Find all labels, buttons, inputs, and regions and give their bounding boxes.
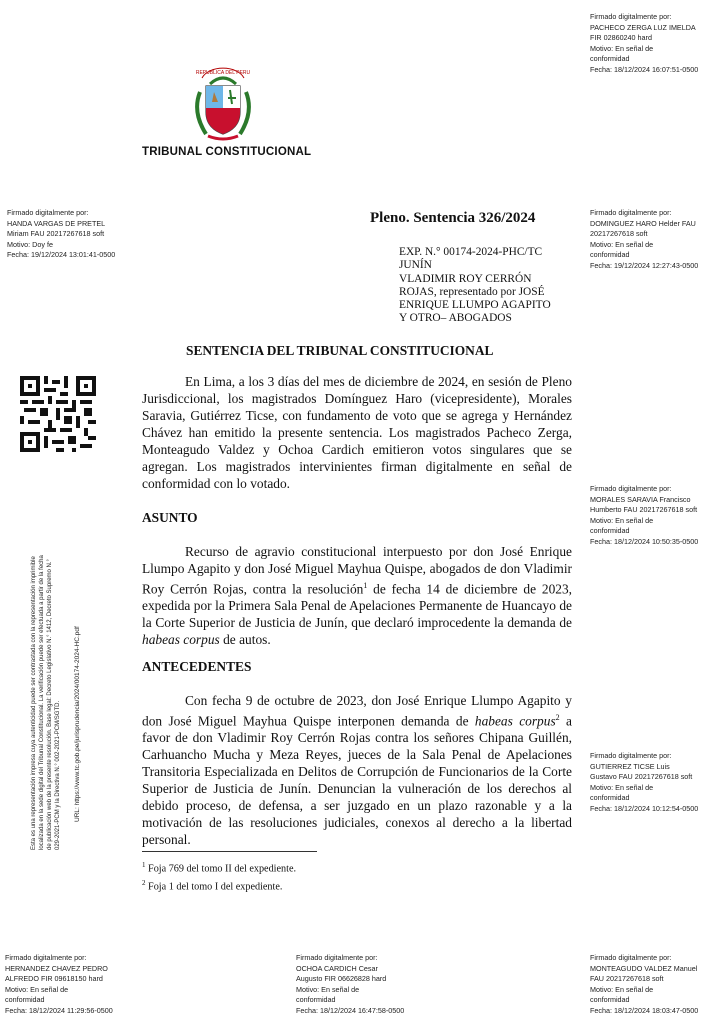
signature-handa-vargas: Firmado digitalmente por: HANDA VARGAS DE PRETEL Miriam FAU 20217267618 soft Motivo: Doy fe Fecha: 19/12/2024 13:01:41-0500 [7, 208, 116, 259]
footnotes [142, 858, 296, 895]
asunto-heading: ASUNTO [142, 510, 198, 525]
case-line: ROJAS, representado por JOSÉ [399, 285, 545, 298]
case-header [399, 246, 551, 326]
antecedentes-italic: habeas corpus [474, 713, 556, 729]
signature-pacheco-zerga: Firmado digitalmente por: PACHECO ZERGA LUZ IMELDA FIR 02860240 hard Motivo: En señal de conformidad Fecha: 18/12/2024 16:07:51-0500 [590, 12, 699, 74]
antecedentes-text: Con fecha 9 de octubre de 2023, don José Enrique Llumpo Agapito y don José Miguel Mayhua Quispe interponen demanda de [142, 693, 572, 729]
asunto-text: Recurso de agravio constitucional interpuesto por don José Enrique Llumpo Agapito y don José Miguel Mayhua Quispe, abogados de don Vladimir Roy Cerrón Rojas, contra la resolución [142, 544, 572, 597]
intro-text: En Lima, a los 3 días del mes de diciembre de 2024, en sesión de Pleno Jurisdiccional, los magistrados Domínguez Haro (vicepresidente), Morales Saravia, Gutiérrez Ticse, con fundamento de voto que se agrega y Hernández Chávez han emitido la presente sentencia. Los magistrados Pacheco Zerga, Monteagudo Valdez y Ochoa Cardich emitieron votos singulares que se agregan. Los magistrados intervinientes firman digitalmente en señal de conformidad con lo votado. [142, 374, 572, 491]
signature-ochoa-cardich: Firmado digitalmente por: OCHOA CARDICH Cesar Augusto FIR 06626828 hard Motivo: En señal de conformidad Fecha: 18/12/2024 16:47:58-0500 [296, 953, 405, 1015]
coat-of-arms-icon [188, 62, 258, 142]
footnote-ref: 2 [555, 713, 560, 722]
vertical-notice [30, 555, 62, 850]
antecedentes-paragraph [142, 692, 572, 848]
antecedentes-text: a favor de don Vladimir Roy Cerrón Rojas contra los señores Chipana Guillén, Carhuancho Mucha y Meza Reyes, jueces de la Sala Penal de Apelaciones Transitoria Especializada en Delitos de Corrupción de Funcionarios de la Corte Superior de Justicia de Junín. Denuncian la vulneración de los derechos al debido proceso, de defensa, a ser juzgado en un plazo razonable y a la motivación de las resoluciones judiciales, conexos al derecho a la libertad personal. [142, 713, 572, 848]
signature-dominguez-haro: Firmado digitalmente por: DOMINGUEZ HARO Helder FAU 20217267618 soft Motivo: En señal de conformidad Fecha: 19/12/2024 12:27:43-0500 [590, 208, 699, 270]
case-line: EXP. N.° 00174-2024-PHC/TC [399, 246, 543, 258]
verification-url[interactable]: URL: https://www.tc.gob.pe/jurisprudencia/2024/00174-2024-HC.pdf [74, 626, 81, 822]
signature-hernandez-chavez: Firmado digitalmente por: HERNANDEZ CHAVEZ PEDRO ALFREDO FIR 09618150 hard Motivo: En señal de conformidad Fecha: 18/12/2024 11:29:56-0500 [5, 953, 113, 1015]
document-title: Pleno. Sentencia 326/2024 [370, 210, 536, 226]
antecedentes-heading: ANTECEDENTES [142, 659, 252, 674]
main-heading: SENTENCIA DEL TRIBUNAL CONSTITUCIONAL [186, 343, 494, 358]
notice-line: Esta es una representación impresa cuya autenticidad puede ser contrastada con la representación imprimible [31, 556, 37, 850]
asunto-text: de autos. [219, 632, 271, 648]
case-line: JUNÍN [399, 259, 432, 272]
signature-morales-saravia: Firmado digitalmente por: MORALES SARAVIA Francisco Humberto FAU 20217267618 soft Motivo: En señal de conformidad Fecha: 18/12/2024 10:50:35-0500 [590, 484, 699, 546]
notice-line: localizada en la sede digital del Tribunal Constitucional. La verificación puede ser efectuada a partir de la fecha [39, 555, 45, 850]
asunto-italic: habeas corpus [142, 632, 220, 648]
case-line: ENRIQUE LLUMPO AGAPITO [399, 299, 551, 312]
svg-text:REPUBLICA DEL PERU: REPUBLICA DEL PERU [195, 70, 251, 76]
institution-name: TRIBUNAL CONSTITUCIONAL [142, 146, 312, 158]
signature-gutierrez-ticse: Firmado digitalmente por: GUTIERREZ TICSE Luis Gustavo FAU 20217267618 soft Motivo: En señal de conformidad Fecha: 18/12/2024 10:12:54-0500 [590, 751, 699, 813]
case-line: Y OTRO– ABOGADOS [399, 312, 512, 325]
intro-paragraph [142, 373, 572, 492]
signature-monteagudo-valdez: Firmado digitalmente por: MONTEAGUDO VALDEZ Manuel FAU 20217267618 soft Motivo: En señal de conformidad Fecha: 18/12/2024 18:03:47-0500 [590, 953, 699, 1015]
notice-line: de publicación web de la presente resolución. Base legal: Decreto Legislativo N.° 1412, Decreto Supremo N.° [47, 559, 53, 850]
footnote-divider [142, 851, 317, 852]
footnote-item: $^2$ Foja 1 del tomo I del expediente. [142, 879, 283, 893]
footnote-ref: 1 [363, 581, 368, 590]
asunto-text: de fecha 14 de diciembre de 2023, expedida por la Primera Sala Penal de Apelaciones Permanente de Huancayo de la Corte Superior de Justicia de Junín, que declaró improcedente la demanda de [142, 581, 573, 631]
footnote-item: $^1$ Foja 769 del tomo II del expediente. [142, 861, 297, 875]
notice-line: 029-2021-PCM y la Directiva N.° 002-2021-PCM/SGTD. [55, 700, 61, 850]
case-line: VLADIMIR ROY CERRÓN [399, 272, 532, 285]
asunto-paragraph [142, 543, 572, 648]
qr-code-icon [20, 376, 96, 452]
